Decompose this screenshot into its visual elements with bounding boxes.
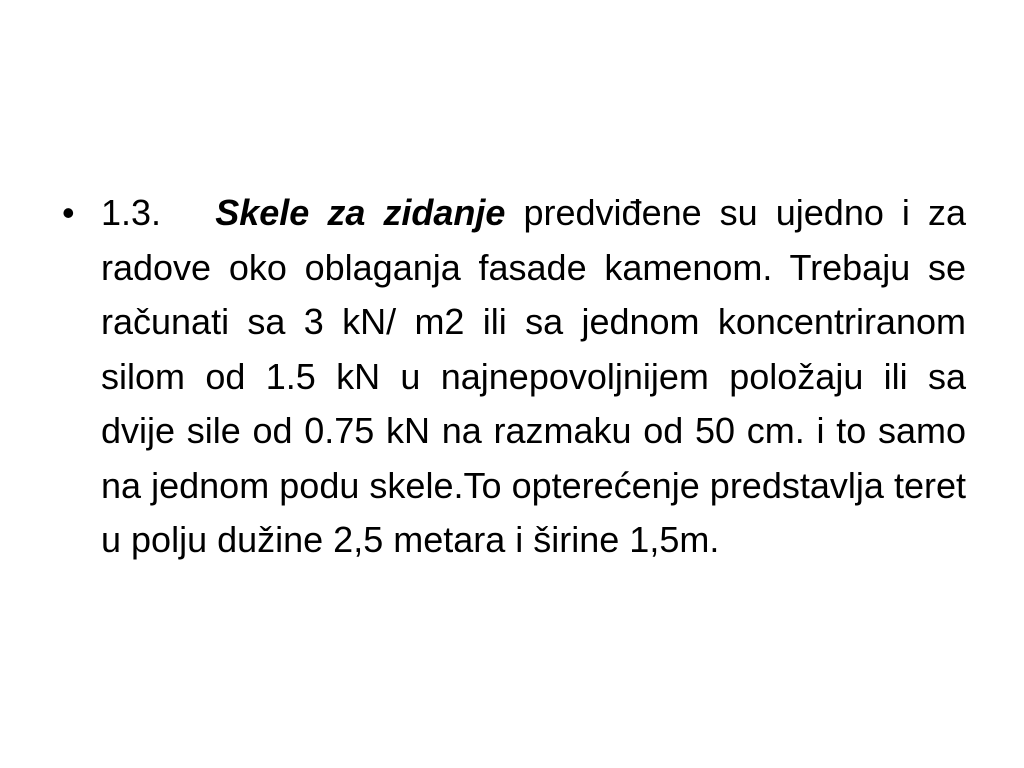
item-number: 1.3.	[101, 192, 162, 233]
bullet-marker: •	[62, 192, 75, 233]
bullet-item	[62, 186, 966, 568]
item-text: predviđene su ujedno i za radove oko oblaganja fasade kamenom. Trebaju se računati sa 3 kN/ m2 ili sa jednom koncentriranom silom od 1.5 kN u najnepovoljnijem položaju ili sa dvije sile od 0.75 kN na razmaku od 50 cm. i to samo na jednom podu skele.To opterećenje predstavlja teret u polju dužine 2,5 metara i širine 1,5m.	[101, 192, 966, 560]
emphasized-term: Skele za zidanje	[215, 192, 506, 233]
bullet-list	[62, 186, 966, 568]
